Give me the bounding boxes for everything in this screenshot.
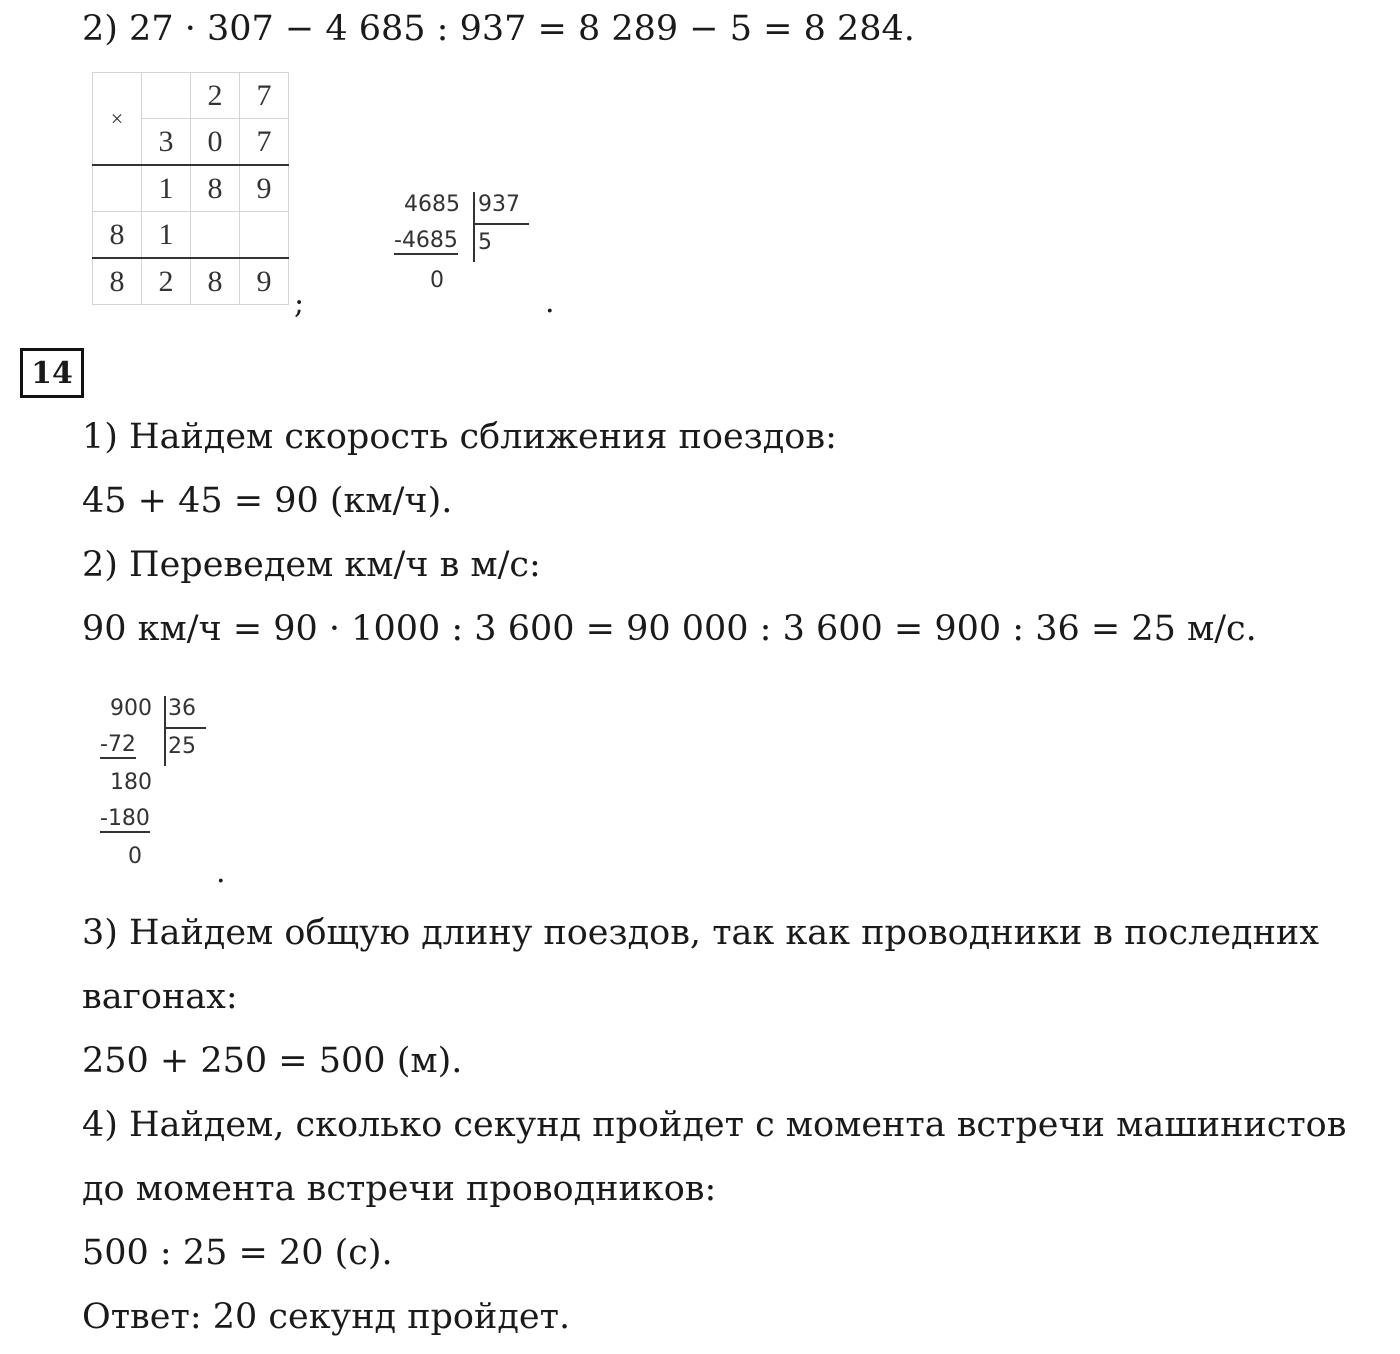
multiplication-grid	[92, 72, 289, 305]
grid-cell: 2	[142, 258, 191, 305]
grid-cell: 8	[191, 165, 240, 212]
grid-cell: 9	[240, 165, 289, 212]
division-bar	[473, 192, 475, 262]
long-division-1	[392, 192, 542, 302]
grid-cell: 8	[93, 258, 142, 305]
grid-cell: 8	[191, 258, 240, 305]
text-line: 2) Переведем км/ч в м/с:	[82, 545, 541, 585]
grid-cell: 1	[142, 165, 191, 212]
partial-dividend: 180	[110, 770, 152, 795]
grid-cell	[240, 212, 289, 259]
text-line: 4) Найдем, сколько секунд пройдет с момента встречи машинистов	[82, 1105, 1347, 1145]
text-line: 1) Найдем скорость сближения поездов:	[82, 417, 837, 457]
divisor: 937	[478, 192, 520, 217]
long-division-2	[100, 696, 220, 876]
dividend: 900	[110, 696, 152, 721]
problem-number: 14	[20, 348, 84, 398]
grid-cell: 2	[191, 73, 240, 119]
period: .	[216, 855, 226, 890]
multiply-sign: ×	[93, 73, 142, 166]
grid-cell	[93, 165, 142, 212]
text-line: 250 + 250 = 500 (м).	[82, 1041, 463, 1081]
text-line: 45 + 45 = 90 (км/ч).	[82, 481, 453, 521]
remainder: 0	[430, 268, 444, 293]
top-expression: 2) 27 · 307 − 4 685 : 937 = 8 289 − 5 = 8 284.	[82, 9, 915, 49]
grid-cell: 3	[142, 119, 191, 166]
subtrahend: -72	[100, 732, 136, 757]
quotient: 5	[478, 230, 492, 255]
grid-cell: 8	[93, 212, 142, 259]
text-line: 90 км/ч = 90 · 1000 : 3 600 = 90 000 : 3 600 = 900 : 36 = 25 м/с.	[82, 609, 1257, 649]
text-line: 500 : 25 = 20 (с).	[82, 1233, 393, 1273]
subtrahend: -4685	[394, 228, 458, 253]
subtrahend: -180	[100, 806, 150, 831]
grid-cell: 7	[240, 119, 289, 166]
grid-cell	[191, 212, 240, 259]
divisor-rule	[164, 727, 206, 729]
grid-cell: 9	[240, 258, 289, 305]
semicolon: ;	[294, 286, 305, 321]
period: .	[545, 285, 555, 320]
text-line: до момента встречи проводников:	[82, 1169, 717, 1209]
text-line: вагонах:	[82, 977, 238, 1017]
grid-cell	[142, 73, 191, 119]
grid-cell: 1	[142, 212, 191, 259]
quotient: 25	[168, 734, 196, 759]
remainder: 0	[128, 844, 142, 869]
divisor: 36	[168, 696, 196, 721]
answer-line: Ответ: 20 секунд пройдет.	[82, 1297, 571, 1337]
divisor-rule	[473, 223, 529, 225]
grid-cell: 7	[240, 73, 289, 119]
dividend: 4685	[404, 192, 460, 217]
grid-cell: 0	[191, 119, 240, 166]
text-line: 3) Найдем общую длину поездов, так как проводники в последних	[82, 913, 1319, 953]
division-bar	[164, 696, 166, 766]
